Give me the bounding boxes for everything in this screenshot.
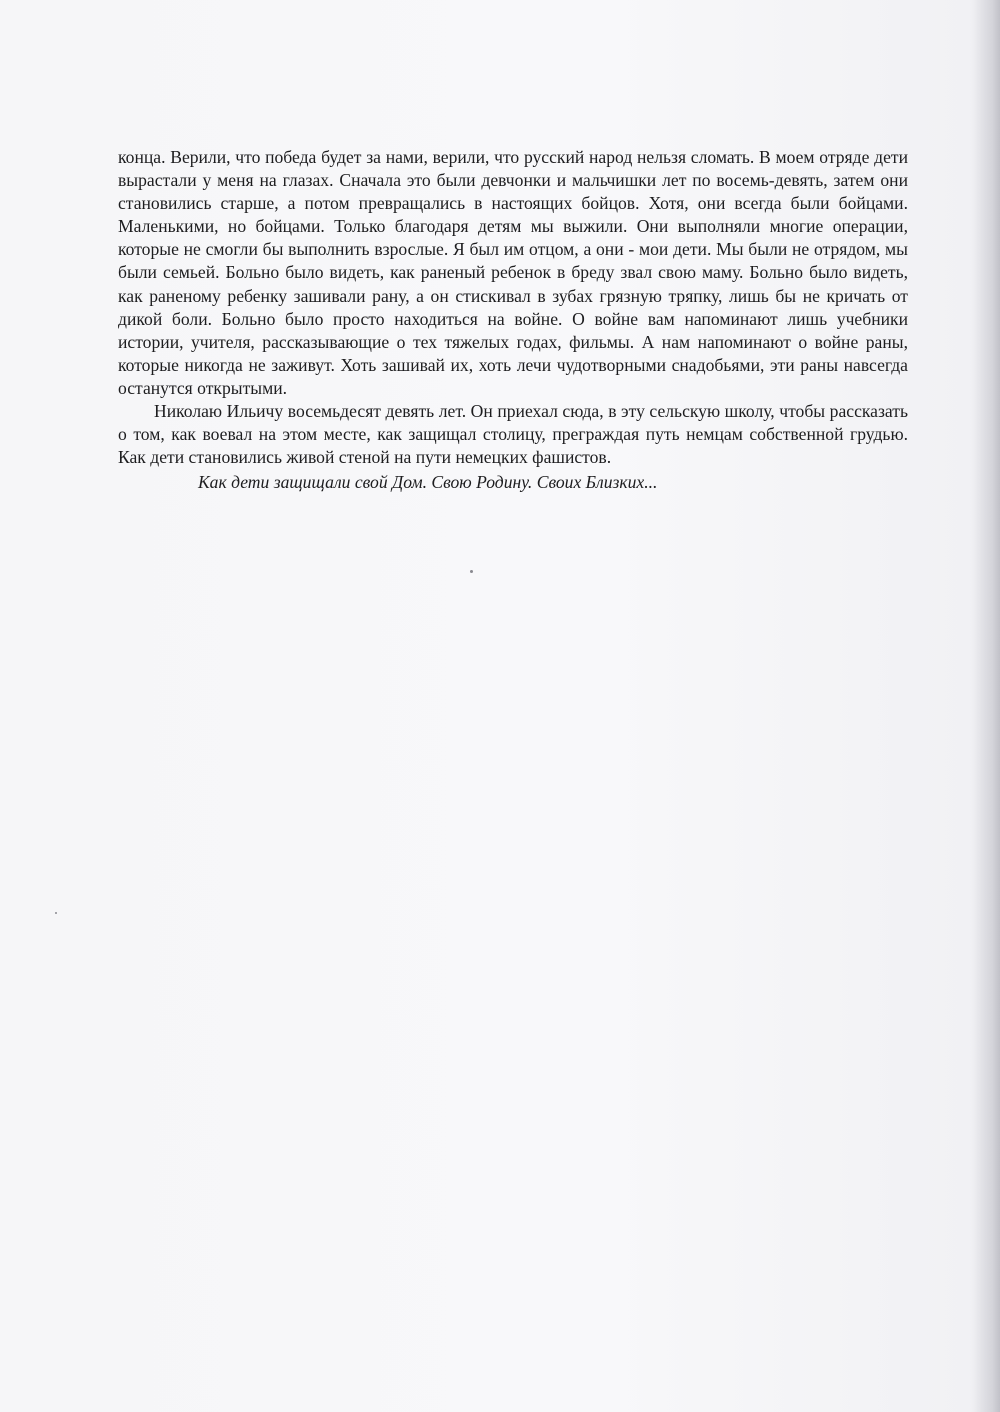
paragraph-2: Николаю Ильичу восемьдесят девять лет. Он приехал сюда, в эту сельскую школу, чтобы рассказать о том, как воевал на этом месте, как защищал столицу, преграждая путь немцам собственной грудью. Как дети становились живой стеной на пути немецких фашистов. (118, 401, 908, 468)
document-text (118, 146, 908, 494)
paragraph-1: конца. Верили, что победа будет за нами, верили, что русский народ нельзя сломать. В моем отряде дети вырастали у меня на глазах. Сначала это были девчонки и мальчишки лет по восемь-девять, затем они становились старше, а потом превращались в настоящих бойцов. Хотя, они всегда были бойцами. Маленькими, но бойцами. Только благодаря детям мы выжили. Они выполняли многие операции, которые не смогли бы выполнить взрослые. Я был им отцом, а они - мои дети. Мы были не отрядом, мы были семьей. Больно было видеть, как раненый ребенок в бреду звал свою маму. Больно было видеть, как раненому ребенку зашивали рану, а он стискивал в зубах грязную тряпку, лишь бы не кричать от дикой боли. Больно было просто находиться на войне. О войне вам напоминают лишь учебники истории, учителя, рассказывающие о тех тяжелых годах, фильмы. А нам напоминают о войне раны, которые никогда не заживут. Хоть зашивай их, хоть лечи чудотворными снадобьями, эти раны навсегда останутся открытыми. (118, 147, 908, 398)
scan-speck (470, 570, 473, 573)
page-edge-shadow (974, 0, 1000, 1412)
closing-line: Как дети защищали свой Дом. Свою Родину. Своих Близких... (198, 472, 658, 493)
scan-speck (55, 912, 57, 914)
